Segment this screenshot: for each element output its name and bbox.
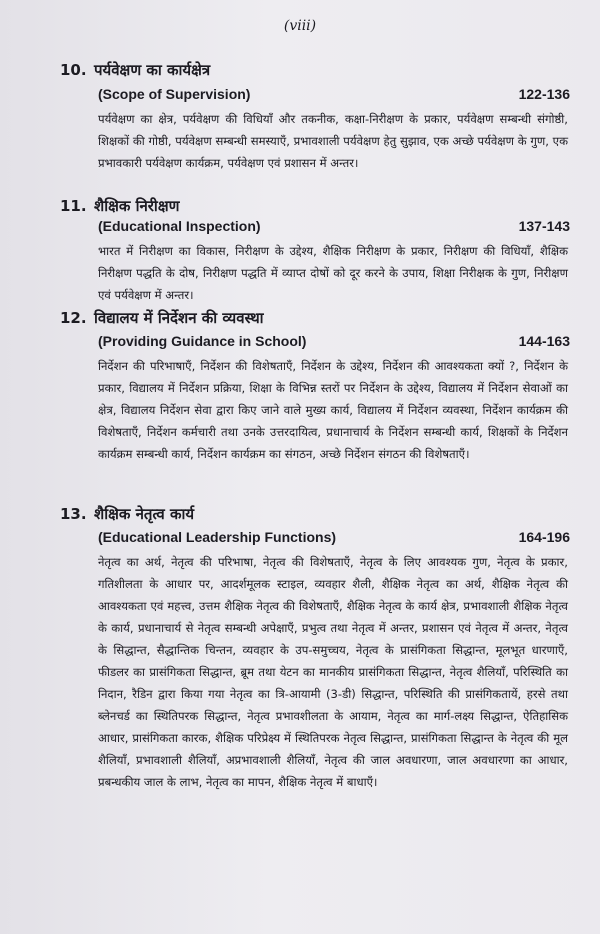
chapter-topics: भारत में निरीक्षण का विकास, निरीक्षण के उद्देश्य, शैक्षिक निरीक्षण के प्रकार, निरीक्षण की विधियाँ, शैक्षिक निरीक्षण पद्धति के दोष, निरीक्षण पद्धति में व्याप्त दोषों को दूर करने के उपाय, शिक्षा निरीक्षक के गुण, निरीक्षण एवं पर्यवेक्षण में अन्तर। — [98, 244, 568, 302]
chapter-title-english: (Scope of Supervision) — [98, 86, 251, 102]
chapter-title-english: (Educational Inspection) — [98, 218, 261, 234]
page-number: (viii) — [283, 18, 317, 34]
chapter-heading — [60, 504, 194, 524]
chapter-number: 13. — [60, 505, 87, 523]
chapter-title-english: (Providing Guidance in School) — [98, 333, 307, 349]
chapter-title-hindi: पर्यवेक्षण का कार्यक्षेत्र — [94, 61, 211, 79]
chapter-number: 12. — [60, 309, 87, 327]
chapter-page-range: 144-163 — [518, 333, 570, 349]
chapter-number: 11. — [60, 197, 87, 215]
chapter-heading — [60, 196, 179, 216]
chapter-number: 10. — [60, 61, 87, 79]
chapter-title-english: (Educational Leadership Functions) — [98, 529, 337, 545]
chapter-heading — [60, 308, 264, 328]
chapter-topics: निर्देशन की परिभाषाएँ, निर्देशन की विशेषताएँ, निर्देशन के उद्देश्य, निर्देशन की आवश्यकता क्यों ?, निर्देशन के प्रकार, विद्यालय में निर्देशन प्रक्रिया, शिक्षा के विभिन्न स्तरों पर निर्देशन के उद्देश्य, विद्यालय में निर्देशन सेवाओं का क्षेत्र, विद्यालय निर्देशन सेवा द्वारा किए जाने वाले मुख्य कार्य, विद्यालय में निर्देशन व्यवस्था, निर्देशन कार्यक्रम की विशेषताएँ, निर्देशन कर्मचारी तथा उनके उत्तरदायित्व, प्रधानाचार्य के निर्देशन सम्बन्धी कार्य, शिक्षकों के निर्देशन कार्यक्रम सम्बन्धी कार्य, निर्देशन कार्यक्रम का संगठन, अच्छे निर्देशन संगठन की विशेषताएँ। — [98, 359, 568, 461]
chapter-title-hindi: शैक्षिक नेतृत्व कार्य — [94, 505, 195, 523]
chapter-topics: नेतृत्व का अर्थ, नेतृत्व की परिभाषा, नेतृत्व की विशेषताएँ, नेतृत्व के लिए आवश्यक गुण, नेतृत्व के प्रकार, गतिशीलता के आधार पर, आदर्शमूलक स्टाइल, व्यवहार शैली, शैक्षिक नेतृत्व का अर्थ, शैक्षिक नेतृत्व की आवश्यकता एवं महत्त्व, उत्तम शैक्षिक नेतृत्व की विशेषताएँ, शैक्षिक नेतृत्व के कार्य क्षेत्र, प्रभावशाली शैक्षिक नेतृत्व के कार्य, प्रधानाचार्य से नेतृत्व सम्बन्धी अपेक्षाएँ, प्रभुत्व तथा नेतृत्व में अन्तर, प्रशासन एवं नेतृत्व में अन्तर, नेतृत्व के सिद्धान्त, सैद्धान्तिक चिन्तन, व्यवहार के उप-समुच्चय, नेतृत्व के प्रासंगिकता सिद्धान्त, मूलभूत धारणाएँ, फीडलर का प्रासंगिकता सिद्धान्त, ब्रूम तथा येटन का मानकीय प्रासंगिकता सिद्धान्त, नेतृत्व शैलियाँ, परिस्थिति का निदान, रैडिन द्वारा किया गया नेतृत्व का त्रि-आयामी (3-डी) सिद्धान्त, परिस्थिति की प्रासंगिकतायें, हरसे तथा ब्लेनचर्ड का स्थितिपरक सिद्धान्त, नेतृत्व प्रभावशीलता के आयाम, नेतृत्व का मार्ग-लक्ष्य सिद्धान्त, ऐतिहासिक आधार, प्रासंगिकता कारक, शैक्षिक परिप्रेक्ष्य में स्थितिपरक नेतृत्व सिद्धान्त, प्रासंगिकता सिद्धान्त के नेतृत्व की मूल शैलियाँ, प्रभावशाली शैलियाँ, अप्रभावशाली शैलियाँ, नेतृत्व की जाल अवधारणा, जाल अवधारणा का आधार, प्रबन्धकीय जाल के लाभ, नेतृत्व का मापन, शैक्षिक नेतृत्व में बाधाएँ। — [98, 555, 568, 789]
chapter-page-range: 137-143 — [518, 218, 570, 234]
chapter-title-hindi: शैक्षिक निरीक्षण — [94, 197, 180, 215]
chapter-page-range: 122-136 — [518, 86, 570, 102]
chapter-heading — [60, 60, 210, 80]
chapter-topics: पर्यवेक्षण का क्षेत्र, पर्यवेक्षण की विधियाँ और तकनीक, कक्षा-निरीक्षण के प्रकार, पर्यवेक्षण सम्बन्धी संगोष्ठी, शिक्षकों की गोष्ठी, पर्यवेक्षण सम्बन्धी समस्याएँ, प्रभावशाली पर्यवेक्षण हेतु सुझाव, एक अच्छे पर्यवेक्षण के गुण, एक प्रभावकारी पर्यवेक्षण कार्यक्रम, पर्यवेक्षण एवं प्रशासन में अन्तर। — [98, 112, 568, 170]
chapter-page-range: 164-196 — [518, 529, 570, 545]
chapter-title-hindi: विद्यालय में निर्देशन की व्यवस्था — [94, 309, 264, 327]
